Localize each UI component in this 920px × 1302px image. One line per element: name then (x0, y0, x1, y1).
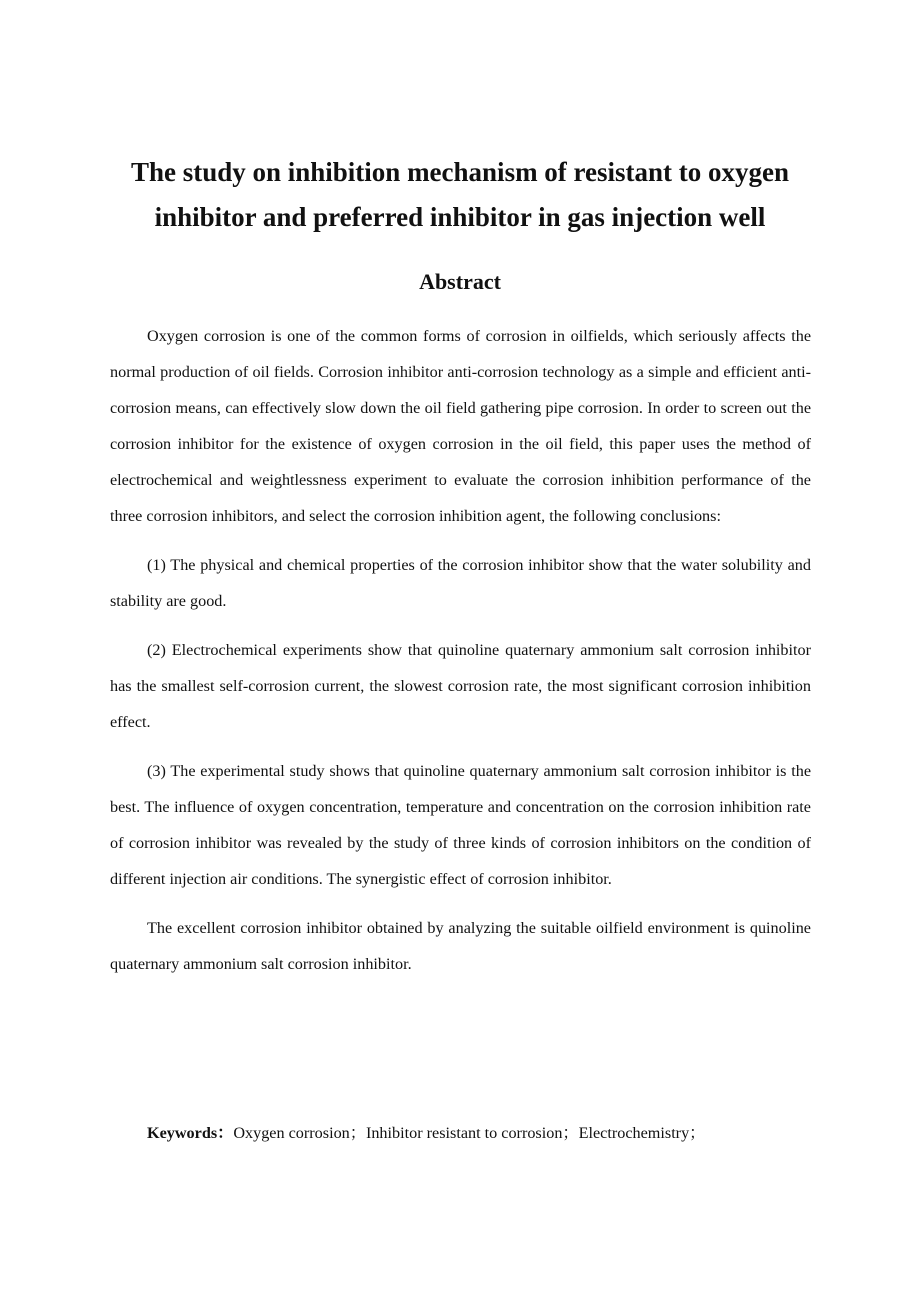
title-line-2: inhibitor and preferred inhibitor in gas injection well (154, 202, 766, 232)
conclusion-3-paragraph: (3) The experimental study shows that quinoline quaternary ammonium salt corrosion inhibitor is the best. The influence of oxygen concentration, temperature and concentration on the corrosion inhibition rate of corrosion inhibitor was revealed by the study of three kinds of corrosion inhibitors on the condition of different injection air conditions. The synergistic effect of corrosion inhibitor. (110, 762, 811, 888)
keywords-line (147, 1116, 705, 1150)
conclusion-2-paragraph: (2) Electrochemical experiments show that quinoline quaternary ammonium salt corrosion inhibitor has the smallest self-corrosion current, the slowest corrosion rate, the most significant corrosion inhibition effect. (110, 641, 811, 731)
abstract-paragraph-intro: Oxygen corrosion is one of the common forms of corrosion in oilfields, which seriously affects the normal production of oil fields. Corrosion inhibitor anti-corrosion technology as a simple and efficient anti-corrosion means, can effectively slow down the oil field gathering pipe corrosion. In order to screen out the corrosion inhibitor for the existence of oxygen corrosion in the oil field, this paper uses the method of electrochemical and weightlessness experiment to evaluate the corrosion inhibition performance of the three corrosion inhibitors, and select the corrosion inhibition agent, the following conclusions: (110, 327, 811, 525)
keywords-label: Keywords： (147, 1124, 234, 1142)
title-line-1: The study on inhibition mechanism of resistant to oxygen (130, 157, 790, 187)
abstract-paragraph-final: The excellent corrosion inhibitor obtained by analyzing the suitable oilfield environment is quinoline quaternary ammonium salt corrosion inhibitor. (110, 919, 811, 973)
abstract-heading: Abstract (419, 269, 501, 294)
paper-title (60, 150, 860, 240)
keywords-text: Oxygen corrosion；Inhibitor resistant to corrosion；Electrochemistry； (233, 1124, 706, 1142)
conclusion-1-paragraph: (1) The physical and chemical properties of the corrosion inhibitor show that the water solubility and stability are good. (110, 556, 811, 610)
abstract-body (110, 318, 811, 995)
